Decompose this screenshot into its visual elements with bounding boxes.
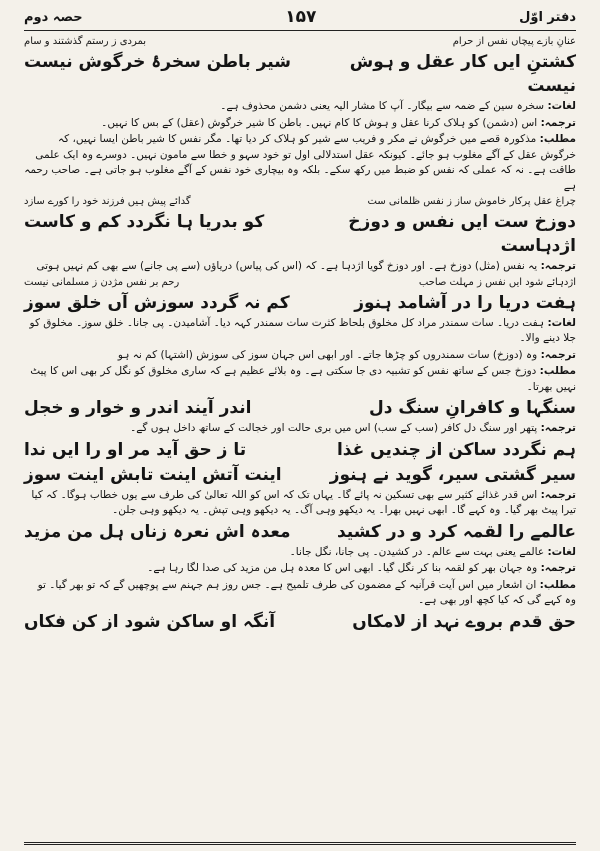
paragraph-label: ترجمہ:: [540, 260, 576, 272]
paragraph-label: لغات:: [547, 545, 576, 558]
verse-couplet: [24, 463, 576, 487]
paragraph-text: ان اشعار میں اس آیت قرآنیہ کے مضمون کی طرف تلمیح ہے۔ جس روز ہم جہنم سے پوچھیں گے کہ تو بھر گیا۔ تو وہ کہے گی کہ کیا کچھ اور بھی ہے۔: [37, 578, 576, 606]
paragraph-text: پتھر اور سنگ دل کافر (سب کے سب) اس میں بری حالت اور خجالت کے ساتھ داخل ہوں گے۔: [130, 422, 538, 434]
verse-hemistich-left: کم نہ گردد سوزش آں خلق سوز: [24, 292, 290, 313]
commentary-paragraph: [24, 99, 576, 115]
paragraph-text: مذکورہ قصے میں خرگوش نے مکر و فریب سے شیر کو ہلاک کر دیا تھا۔ مگر نفس کا شیر باطن ایسا نہیں، کہ خرگوش عقل کے آگے مغلوب ہو جائے۔ کیونکہ عقل استدلالی اول تو خود سہو و خطا سے مامون نہیں۔ دوسرے وہ ایک علمی طاقت ہے۔ نہ کہ عملی کہ نفس کو ضبط میں رکھ سکے۔ بلکہ وہ بیچاری خود نفس کے آگے مغلوب ہو جاتی ہے۔ صاحب رحمہ ہے: [24, 133, 576, 192]
verse-gloss: [24, 276, 576, 290]
verse-couplet: [24, 396, 576, 420]
page-number: ۱۵۷: [285, 7, 317, 27]
paragraph-label: لغات:: [547, 316, 576, 329]
commentary-paragraph: [24, 116, 576, 132]
paragraph-label: مطلب:: [539, 133, 576, 145]
verse-hemistich-left: شیر باطن سخرۂ خرگوش نیست: [24, 52, 291, 72]
verse-hemistich-right: ہفت دریا را در آشامد ہنوز: [354, 292, 576, 313]
verse-hemistich-left: آنگہ او ساکن شود از کن فکاں: [24, 611, 276, 632]
verse-couplet: [24, 520, 576, 544]
paragraph-label: ترجمہ:: [540, 116, 576, 129]
verse-couplet: [24, 210, 576, 258]
paragraph-text: ہفت دریا۔ سات سمندر مراد کل مخلوق بلحاظ کثرت سات سمندر کہہ دیا۔ آشامیدن۔ پی جانا۔ خلق سوز۔ مخلوق کو جلا دینے والا۔: [29, 316, 576, 344]
commentary-paragraph: [24, 316, 576, 347]
paragraph-label: مطلب:: [539, 578, 576, 591]
paragraph-label: ترجمہ:: [540, 562, 576, 574]
verse-hemistich-left: تا ز حق آید مر او را ایں ندا: [24, 439, 247, 460]
commentary-paragraph: [24, 348, 576, 364]
gloss-line-right: عنانِ بازے پیچاں نفس از حرام: [452, 36, 576, 47]
paragraph-label: مطلب:: [539, 365, 576, 377]
paragraph-text: دوزخ جس کے ساتھ نفس کو تشبیہ دی جا سکتی ہے۔ وہ بلائے عظیم ہے کہ ساری مخلوق کو نگل کر بھی اس کا پیٹ نہیں بھرتا۔: [30, 365, 576, 393]
header-part: حصہ دوم: [24, 9, 83, 25]
verse-hemistich-right: سنگہا و کافرانِ سنگ دل: [369, 398, 576, 418]
commentary-paragraph: [24, 545, 576, 561]
verse-hemistich-left: کو بدریا ہا نگردد کم و کاست: [24, 212, 265, 232]
commentary-paragraph: [24, 578, 576, 609]
paragraph-label: ترجمہ:: [540, 348, 576, 361]
commentary-paragraph: [24, 488, 576, 519]
paragraph-text: وہ (دوزخ) سات سمندروں کو چڑھا جاتے۔ اور ابھی اس جہان سوز کی سوزش (اشتہا) کم نہ ہو: [117, 348, 538, 361]
paragraph-text: اس (دشمن) کو ہلاک کرنا عقل و ہوش کا کام نہیں۔ باطن کا شیر خرگوش (عقل) کے بس کا نہیں۔: [101, 116, 538, 129]
verse-hemistich-right: عالمے را لقمہ کرد و در کشید: [336, 521, 576, 542]
gloss-line-right: چراغ عقل پرکار خاموش ساز ز نفس ظلمانی ست: [367, 196, 576, 207]
verse-hemistich-right: ہم نگردد ساکن از چندیں غذا: [336, 439, 576, 460]
paragraph-text: اس قدر غذائے کثیر سے بھی تسکین نہ پائے گا۔ یہاں تک کہ اس کو اللہ تعالیٰ کی طرف سے یوں خطاب ہوگا۔ کہ کیا تیرا پیٹ بھر گیا۔ وہ کہے گا۔ ابھی نہیں بھرا۔ یہ دیکھو وہی آگ۔ یہ دیکھو وہی تپش۔ یہ دیکھو وہی جلن۔: [31, 488, 576, 516]
verse-couplet: [24, 438, 576, 462]
paragraph-text: یہ نفس (مثل) دوزخ ہے۔ اور دوزخ گویا اژدہا ہے۔ کہ (اس کی پیاس) دریاؤں (سے پی جانے) سے بھی کم نہیں ہوتی: [36, 260, 538, 272]
verse-couplet: [24, 291, 576, 315]
page-content: [24, 35, 576, 634]
commentary-paragraph: [24, 561, 576, 577]
verse-gloss: [24, 195, 576, 209]
verse-hemistich-left: اینت آتش اینت تابش اینت سوز: [24, 464, 282, 485]
commentary-paragraph: [24, 132, 576, 194]
paragraph-text: عالمے یعنی بہت سے عالم۔ در کشیدن۔ پی جانا، نگل جانا۔: [289, 545, 545, 558]
header-rule: [24, 30, 576, 31]
gloss-line-right: اژدہائے شود ایں نفس ز مہلت صاحب: [418, 276, 576, 288]
footer-rule: [24, 842, 576, 845]
paragraph-label: لغات:: [547, 100, 576, 112]
commentary-paragraph: [24, 421, 576, 437]
page-header: [24, 6, 576, 28]
paragraph-label: ترجمہ:: [540, 488, 576, 501]
verse-hemistich-right: کشتنِ ایں کار عقل و ہوش نیست: [349, 52, 576, 96]
gloss-line-left: بمردی ز رستم گذشتند و سام: [24, 36, 147, 47]
verse-hemistich-right: دوزخ ست ایں نفس و دوزخ اژدہاست: [348, 212, 576, 256]
verse-hemistich-left: اندر آیند اندر و خوار و خجل: [24, 398, 252, 418]
gloss-line-left: رحم بر نفس مژدن ز مسلمانی نیست: [24, 276, 180, 288]
commentary-paragraph: [24, 364, 576, 395]
paragraph-label: ترجمہ:: [540, 422, 576, 434]
paragraph-text: وہ جہان بھر کو لقمہ بنا کر نگل گیا۔ ابھی اس کا معدہ ہل من مزید کی صدا لگا رہا ہے۔: [147, 562, 538, 574]
commentary-paragraph: [24, 259, 576, 275]
verse-couplet: [24, 50, 576, 98]
verse-hemistich-left: معدہ اش نعرہ زناں ہل من مزید: [24, 521, 291, 542]
verse-couplet: [24, 610, 576, 634]
verse-gloss: [24, 35, 576, 49]
verse-hemistich-right: سیر گشتی سیر، گوید نے ہنوز: [329, 464, 576, 485]
header-volume: دفتر اوّل: [519, 9, 576, 25]
verse-hemistich-right: حق قدم بروے نہد از لامکاں: [352, 611, 576, 632]
gloss-line-left: گدائے پیش ہیں فرزند خود را کورے سازد: [24, 196, 191, 207]
paragraph-text: سخرہ سین کے ضمہ سے بیگار۔ آپ کا مشار الیہ یعنی دشمن محذوف ہے۔: [220, 100, 545, 112]
